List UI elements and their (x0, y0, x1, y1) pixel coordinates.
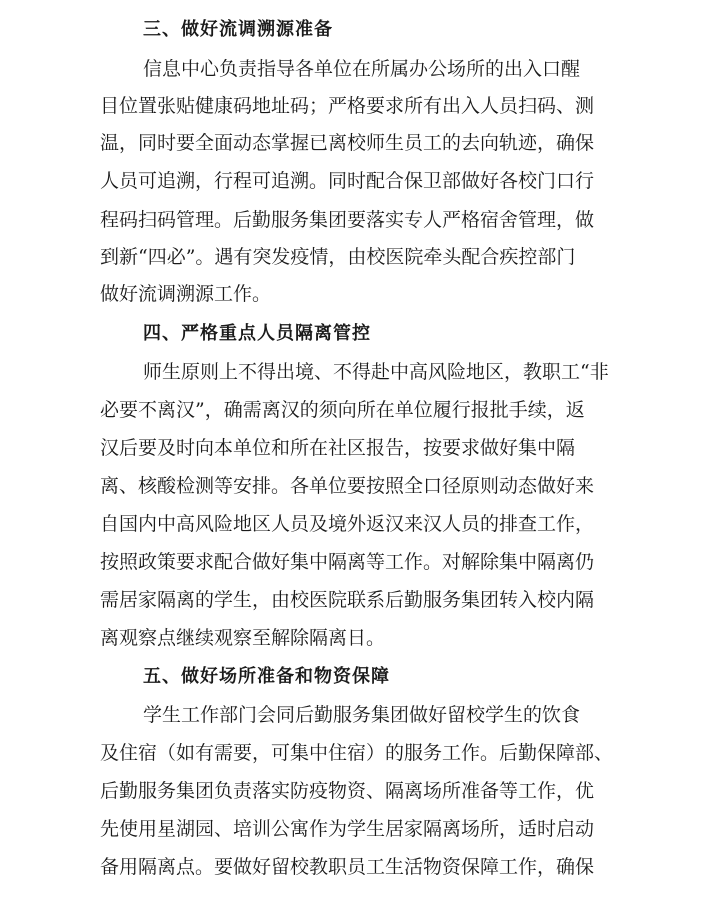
paragraph-line: 先使用星湖园、培训公寓作为学生居家隔离场所，适时启动 (100, 818, 595, 840)
paragraph-line: 需居家隔离的学生，由校医院联系后勤服务集团转入校内隔 (100, 589, 595, 611)
paragraph-line: 信息中心负责指导各单位在所属办公场所的出入口醒 (143, 58, 581, 80)
paragraph-line: 人员可追溯，行程可追溯。同时配合保卫部做好各校门口行 (100, 170, 595, 192)
paragraph-line: 及住宿（如有需要，可集中住宿）的服务工作。后勤保障部、 (100, 742, 614, 764)
paragraph-line: 汉后要及时向本单位和所在社区报告，按要求做好集中隔 (100, 437, 576, 459)
paragraph-line: 师生原则上不得出境、不得赴中高风险地区，教职工“非 (143, 361, 609, 383)
paragraph-line: 程码扫码管理。后勤服务集团要落实专人严格宿舍管理，做 (100, 209, 595, 231)
section-3-heading: 三、做好流调溯源准备 (143, 19, 333, 40)
paragraph-line: 离、核酸检测等安排。各单位要按照全口径原则动态做好来 (100, 475, 595, 497)
section-4-heading: 四、严格重点人员隔离管控 (143, 323, 371, 344)
paragraph-line: 备用隔离点。要做好留校教职员工生活物资保障工作，确保 (100, 856, 595, 878)
paragraph-line: 学生工作部门会同后勤服务集团做好留校学生的饮食 (143, 704, 581, 726)
section-5-heading: 五、做好场所准备和物资保障 (143, 666, 390, 687)
paragraph-line: 后勤服务集团负责落实防疫物资、隔离场所准备等工作，优 (100, 780, 595, 802)
paragraph-line: 做好流调溯源工作。 (100, 283, 272, 305)
paragraph-line: 自国内中高风险地区人员及境外返汉来汉人员的排查工作， (100, 513, 595, 535)
paragraph-line: 按照政策要求配合做好集中隔离等工作。对解除集中隔离仍 (100, 551, 595, 573)
paragraph-line: 离观察点继续观察至解除隔离日。 (100, 627, 386, 649)
paragraph-line: 到新“四必”。遇有突发疫情，由校医院牵头配合疾控部门 (100, 246, 576, 268)
paragraph-line: 温，同时要全面动态掌握已离校师生员工的去向轨迹，确保 (100, 132, 595, 154)
paragraph-line: 目位置张贴健康码地址码；严格要求所有出入人员扫码、测 (100, 95, 595, 117)
paragraph-line: 必要不离汉”，确需离汉的须向所在单位履行报批手续，返 (100, 399, 585, 421)
